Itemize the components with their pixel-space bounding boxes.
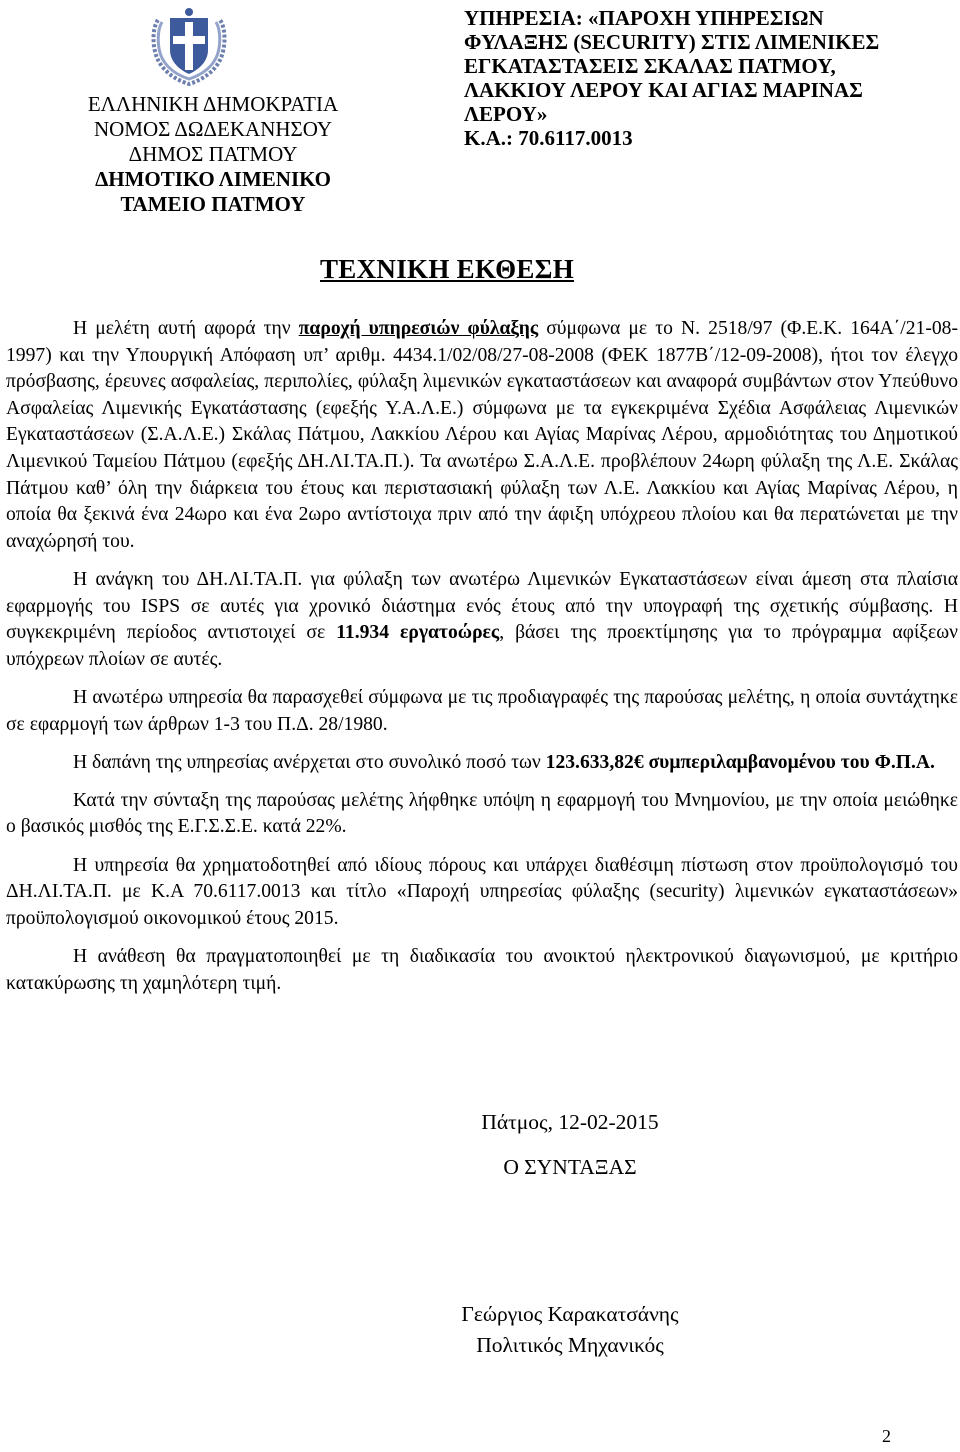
signature-place-date: Πάτμος, 12-02-2015 — [481, 1110, 659, 1134]
paragraph-emphasis: 123.633,82€ συμπεριλαμβανομένου του Φ.Π.Α. — [545, 751, 935, 773]
paragraph: Κατά την σύνταξη της παρούσας μελέτης λήφθηκε υπόψη η εφαρμογή του Μνημονίου, με την οποία μειώθηκε ο βασικός μισθός της Ε.Γ.Σ.Σ.Ε. κατά 22%. — [6, 789, 958, 838]
paragraph-text: , βάσει της προεκτίμησης για το πρόγραμμα αφίξεων υπόχρεων πλοίων σε αυτές. — [6, 622, 958, 670]
service-line: ΕΓΚΑΤΑΣΤΑΣΕΙΣ ΣΚΑΛΑΣ ΠΑΤΜΟΥ, — [464, 54, 836, 78]
paragraph-text: Η ανάγκη του ΔΗ.ΛΙ.ΤΑ.Π. για φύλαξη των ανωτέρω Λιμενικών Εγκαταστάσεων είναι άμεση στα πλαίσια εφαρμογής του ISPS σε αυτές για χρονικό διάστημα ενός έτους από την υπογραφή της σχετικής σύμβασης. Η συγκεκριμένη περίοδος αντιστοιχεί σε — [6, 568, 958, 644]
issuer-line: ΝΟΜΟΣ ΔΩΔΕΚΑΝΗΣΟΥ — [93, 117, 333, 141]
paragraph: Η ανωτέρω υπηρεσία θα παρασχεθεί σύμφωνα με τις προδιαγραφές της παρούσας μελέτης, η οποία συντάχτηκε σε εφαρμογή των άρθρων 1-3 του Π.Δ. 28/1980. — [6, 686, 958, 735]
paragraph-text: Η δαπάνη της υπηρεσίας ανέρχεται στο συνολικό ποσό των — [73, 751, 546, 773]
service-code: Κ.Α.: 70.6117.0013 — [464, 126, 633, 150]
paragraph — [6, 316, 958, 555]
paragraph: Η υπηρεσία θα χρηματοδοτηθεί από ιδίους πόρους και υπάρχει διαθέσιμη πίστωση στον προϋπολογισμό του ΔΗ.ΛΙ.ΤΑ.Π. με Κ.Α 70.6117.0013 και τίτλο «Παροχή υπηρεσίας φύλαξης (security) λιμενικών εγκαταστάσεων» προϋπολογισμού οικονομικού έτους 2015. — [6, 854, 958, 929]
document-title: ΤΕΧΝΙΚΗ ΕΚΘΕΣΗ — [320, 254, 574, 284]
paragraph: Η ανάθεση θα πραγματοποιηθεί με τη διαδικασία του ανοικτού ηλεκτρονικού διαγωνισμού, με κριτήριο κατακύρωσης τη χαμηλότερη τιμή. — [6, 946, 958, 994]
issuer-line-bold: ΔΗΜΟΤΙΚΟ ΛΙΜΕΝΙΚΟ — [95, 167, 331, 191]
paragraph-text: σύμφωνα με το Ν. 2518/97 (Φ.Ε.Κ. 164Α΄/21-08-1997) και την Υπουργική Απόφαση υπ’ αριθμ. 4434.1/02/08/27-08-2008 (ΦΕΚ 1877Β΄/12-09-2008), ήτοι τον έλεγχο πρόσβασης, έρευνες ασφαλείας, περιπολίες, φύλαξη λιμενικών εγκαταστάσεων και αναφορά συμβάντων στον Υπεύθυνο Ασφαλείας Λιμενικής Εγκατάστασης (εφεξής Υ.Α.Λ.Ε.) σύμφωνα με τα εγκεκριμένα Σχέδια Ασφάλειας Λιμενικών Εγκαταστάσεων (Σ.Α.Λ.Ε.) Σκάλας Πάτμου, Λακκίου Λέρου και Αγίας Μαρίνας Λέρου, αρμοδιότητας του Δημοτικού Λιμενικού Ταμείου Πάτμου (εφεξής ΔΗ.ΛΙ.ΤΑ.Π.). Τα ανωτέρω Σ.Α.Λ.Ε. προβλέπουν 24ωρη φύλαξη της Λ.Ε. Σκάλας Πάτμου καθ’ όλη την διάρκεια του έτους και περιστασιακή φύλαξη των Λ.Ε. Λακκίου και Αγίας Μαρίνας Λέρου, η οποία θα ξεκινά ένα 24ωρο και ένα 2ωρο αντίστοιχα πριν από την άφιξη υπόχρεου πλοίου και θα περατώνεται με την αναχώρησή του. — [6, 318, 958, 552]
service-line: ΛΑΚΚΙΟΥ ΛΕΡΟΥ ΚΑΙ ΑΓΙΑΣ ΜΑΡΙΝΑΣ — [464, 78, 863, 102]
service-line: ΦΥΛΑΞΗΣ (SECURITY) ΣΤΙΣ ΛΙΜΕΝΙΚΕΣ — [464, 30, 880, 54]
issuer-line: ΕΛΛΗΝΙΚΗ ΔΗΜΟΚΡΑΤΙΑ — [87, 92, 339, 116]
page-number: 2 — [882, 1426, 891, 1446]
signatory-name: Γεώργιος Καρακατσάνης — [461, 1302, 679, 1326]
issuer-line-bold: ΤΑΜΕΙΟ ΠΑΤΜΟΥ — [120, 192, 306, 216]
service-line: ΥΠΗΡΕΣΙΑ: «ΠΑΡΟΧΗ ΥΠΗΡΕΣΙΩΝ — [464, 6, 824, 30]
issuer-block — [38, 92, 388, 217]
paragraph — [6, 750, 958, 777]
paragraph-emphasis: παροχή υπηρεσιών φύλαξης — [298, 318, 539, 339]
paragraph — [6, 567, 958, 673]
paragraph-emphasis: 11.934 εργατοώρες — [336, 622, 500, 644]
signature-role: Ο ΣΥΝΤΑΞΑΣ — [503, 1155, 637, 1179]
document-body — [6, 316, 958, 997]
service-line: ΛΕΡΟΥ» — [464, 102, 548, 126]
issuer-line: ΔΗΜΟΣ ΠΑΤΜΟΥ — [128, 142, 298, 166]
service-heading — [464, 6, 954, 150]
paragraph-text: Η μελέτη αυτή αφορά την — [73, 318, 299, 339]
greek-coat-of-arms-icon — [148, 4, 230, 88]
signatory-title: Πολιτικός Μηχανικός — [476, 1333, 664, 1357]
